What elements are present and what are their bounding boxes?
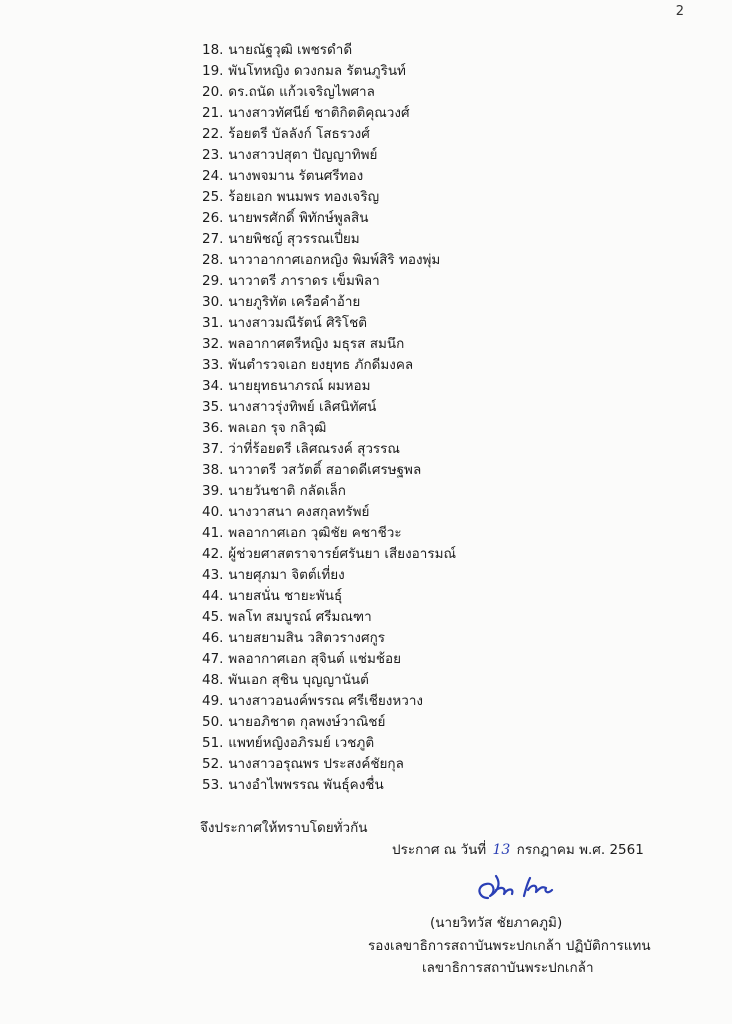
list-item-name: นางสาวอรุณพร ประสงค์ชัยกุล <box>228 756 404 772</box>
list-item-number: 20. <box>202 84 224 100</box>
list-item-name: พันตำรวจเอก ยงยุทธ ภักดีมงคล <box>228 357 414 373</box>
list-item-name: นายณัฐวุฒิ เพชรดำดี <box>228 42 353 58</box>
list-item-name: นางสาวปสุตา ปัญญาทิพย์ <box>228 147 378 163</box>
list-item <box>202 397 456 418</box>
list-item <box>202 754 456 775</box>
list-item <box>202 271 456 292</box>
list-item-number: 51. <box>202 735 224 751</box>
list-item-number: 30. <box>202 294 224 310</box>
list-item-name: พันโทหญิง ดวงกมล รัตนภูรินท์ <box>228 63 406 79</box>
list-item-name: ผู้ช่วยศาสตราจารย์ศรันยา เสียงอารมณ์ <box>228 546 457 562</box>
list-item <box>202 208 456 229</box>
list-item-number: 26. <box>202 210 224 226</box>
list-item-number: 45. <box>202 609 224 625</box>
list-item-number: 32. <box>202 336 224 352</box>
list-item-name: นายพรศักดิ์ พิทักษ์พูลสิน <box>228 210 369 226</box>
list-item-name: นางพจมาน รัตนศรีทอง <box>228 168 364 184</box>
list-item-number: 35. <box>202 399 224 415</box>
list-item <box>202 418 456 439</box>
list-item-number: 33. <box>202 357 224 373</box>
list-item <box>202 334 456 355</box>
list-item <box>202 733 456 754</box>
list-item-name: นางอำไพพรรณ พันธุ์คงชื่น <box>228 777 384 793</box>
list-item-number: 49. <box>202 693 224 709</box>
list-item-name: นางวาสนา คงสกุลทรัพย์ <box>228 504 370 520</box>
list-item-name: พลเอก รุจ กลิวุฒิ <box>228 420 327 436</box>
list-item <box>202 82 456 103</box>
list-item-number: 22. <box>202 126 224 142</box>
list-item <box>202 40 456 61</box>
list-item <box>202 691 456 712</box>
list-item-name: ร้อยเอก พนมพร ทองเจริญ <box>228 189 380 205</box>
list-item-number: 44. <box>202 588 224 604</box>
signer-title: รองเลขาธิการสถาบันพระปกเกล้า ปฏิบัติการแทน <box>368 938 651 954</box>
list-item <box>202 502 456 523</box>
list-item-name: พลอากาศตรีหญิง มธุรส สมนึก <box>228 336 405 352</box>
list-item <box>202 670 456 691</box>
list-item-name: นางสาวทัศนีย์ ชาติกิตติคุณวงศ์ <box>228 105 410 121</box>
list-item <box>202 649 456 670</box>
list-item-number: 47. <box>202 651 224 667</box>
list-item-name: นายยุทธนาภรณ์ ผมหอม <box>228 378 371 394</box>
list-item-number: 46. <box>202 630 224 646</box>
list-item-number: 40. <box>202 504 224 520</box>
list-item-number: 48. <box>202 672 224 688</box>
list-item <box>202 313 456 334</box>
page-number: 2 <box>675 4 684 19</box>
signer-title-secondary: เลขาธิการสถาบันพระปกเกล้า <box>422 960 594 976</box>
list-item-name: นายพิชญ์ สุวรรณเปี่ยม <box>228 231 360 247</box>
list-item <box>202 250 456 271</box>
list-item-number: 18. <box>202 42 224 58</box>
list-item <box>202 607 456 628</box>
list-item <box>202 376 456 397</box>
announcement-date <box>392 838 644 860</box>
signature-icon <box>470 868 560 908</box>
list-item-number: 43. <box>202 567 224 583</box>
list-item-number: 39. <box>202 483 224 499</box>
list-item <box>202 292 456 313</box>
list-item-name: นายสยามสิน วสิตวรางศกูร <box>228 630 385 646</box>
signer-name: (นายวิทวัส ชัยภาคภูมิ) <box>430 915 563 931</box>
list-item-number: 28. <box>202 252 224 268</box>
list-item-number: 27. <box>202 231 224 247</box>
list-item <box>202 145 456 166</box>
list-item-number: 23. <box>202 147 224 163</box>
list-item-name: พันเอก สุชิน บุญญานันต์ <box>228 672 369 688</box>
list-item-name: นางสาวอนงค์พรรณ ศรีเชียงหวาง <box>228 693 424 709</box>
list-item-number: 31. <box>202 315 224 331</box>
list-item <box>202 61 456 82</box>
list-item-name: นายสนั่น ชายะพันธุ์ <box>228 588 343 604</box>
list-item <box>202 124 456 145</box>
list-item-name: นางสาวมณีรัตน์ ศิริโชติ <box>228 315 368 331</box>
list-item <box>202 481 456 502</box>
list-item-number: 53. <box>202 777 224 793</box>
list-item <box>202 544 456 565</box>
list-item-number: 42. <box>202 546 224 562</box>
date-day-handwritten: 13 <box>492 842 511 858</box>
list-item <box>202 775 456 796</box>
list-item-name: นายวันชาติ กลัดเล็ก <box>228 483 346 499</box>
list-item-number: 37. <box>202 441 224 457</box>
list-item <box>202 355 456 376</box>
list-item-name: นาวาตรี ภาราดร เข็มพิลา <box>228 273 380 289</box>
list-item-name: ดร.ถนัด แก้วเจริญไพศาล <box>228 84 375 100</box>
list-item-number: 29. <box>202 273 224 289</box>
list-item <box>202 187 456 208</box>
list-item-number: 38. <box>202 462 224 478</box>
date-prefix: ประกาศ ณ วันที่ <box>392 842 487 858</box>
list-item-name: นายอภิชาต กุลพงษ์วาณิชย์ <box>228 714 386 730</box>
list-item <box>202 229 456 250</box>
list-item-number: 21. <box>202 105 224 121</box>
list-item-name: นายศุภมา จิตต์เที่ยง <box>228 567 345 583</box>
list-item-name: แพทย์หญิงอภิรมย์ เวชภูติ <box>228 735 375 751</box>
list-item-number: 25. <box>202 189 224 205</box>
closing-statement: จึงประกาศให้ทราบโดยทั่วกัน <box>200 820 368 836</box>
list-item-name: นายภูริทัต เครือคำอ้าย <box>228 294 361 310</box>
list-item <box>202 565 456 586</box>
list-item-number: 52. <box>202 756 224 772</box>
list-item-number: 34. <box>202 378 224 394</box>
list-item-name: พลอากาศเอก วุฒิชัย คชาชีวะ <box>228 525 402 541</box>
list-item <box>202 166 456 187</box>
list-item-name: ร้อยตรี บัลลังก์ โสธรวงศ์ <box>228 126 370 142</box>
list-item-name: พลโท สมบูรณ์ ศรีมณฑา <box>228 609 372 625</box>
list-item-number: 36. <box>202 420 224 436</box>
date-suffix: กรกฎาคม พ.ศ. 2561 <box>516 842 644 858</box>
list-item-number: 24. <box>202 168 224 184</box>
list-item-number: 19. <box>202 63 224 79</box>
list-item-number: 50. <box>202 714 224 730</box>
list-item <box>202 460 456 481</box>
list-item-name: นางสาวรุ่งทิพย์ เลิศนิทัศน์ <box>228 399 377 415</box>
list-item <box>202 103 456 124</box>
name-list <box>202 40 456 796</box>
list-item-name: นาวาตรี วสวัตติ์ สอาดดีเศรษฐพล <box>228 462 422 478</box>
list-item-number: 41. <box>202 525 224 541</box>
list-item-name: พลอากาศเอก สุจินต์ แช่มช้อย <box>228 651 402 667</box>
list-item-name: ว่าที่ร้อยตรี เลิศณรงค์ สุวรรณ <box>228 441 400 457</box>
list-item <box>202 628 456 649</box>
list-item <box>202 523 456 544</box>
list-item <box>202 586 456 607</box>
list-item <box>202 439 456 460</box>
list-item <box>202 712 456 733</box>
list-item-name: นาวาอากาศเอกหญิง พิมพ์สิริ ทองพุ่ม <box>228 252 441 268</box>
